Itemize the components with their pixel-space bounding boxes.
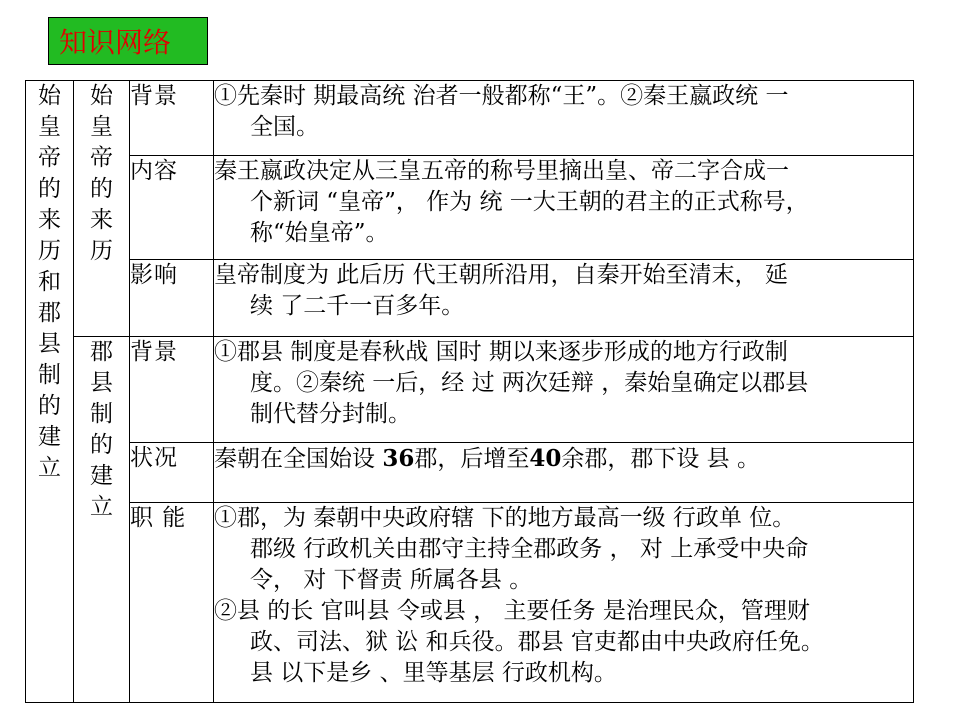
- outer-category-char: 帝: [38, 145, 61, 171]
- table-row: [26, 156, 914, 260]
- row-content: 秦王嬴政决定从三皇五帝的称号里摘出皇、帝二字合成一 个新词 “皇帝”， 作为 统 一大王朝的君主的正式称号， 称“始皇帝”。: [214, 156, 914, 260]
- group-category-char: 建: [90, 463, 113, 489]
- group-category-char: 的: [90, 432, 113, 458]
- table-row: [26, 337, 914, 443]
- group-category-prefecture: [74, 337, 130, 703]
- group-category-char: 皇: [90, 114, 113, 140]
- group-category-char: 县: [90, 370, 113, 396]
- row-content: 皇帝制度为 此后历 代王朝所沿用，自秦开始至清末， 延 续 了二千一百多年。: [214, 260, 914, 337]
- outer-category-char: 郡: [38, 300, 61, 326]
- group-category-char: 立: [90, 494, 113, 520]
- outer-category-char: 历: [38, 238, 61, 264]
- table-row: [26, 503, 914, 703]
- outer-category-char: 的: [38, 176, 61, 202]
- group-category-char: 帝: [90, 145, 113, 171]
- outer-category-char: 皇: [38, 114, 61, 140]
- group-category-char: 郡: [90, 339, 113, 365]
- row-label: 背景: [130, 337, 214, 443]
- row-content: ①郡，为 秦朝中央政府辖 下的地方最高一级 行政单 位。 郡级 行政机关由郡守主持全郡政务 ， 对 上承受中央命 令， 对 下督责 所属各县 。 ②县 的长 官叫县 令或县 ， 主要任务 是治理民众，管理财 政、司法、狱 讼 和兵役。郡县 官吏都由中央政府任免。 县 以下是乡 、里等基层 行政机构。: [214, 503, 914, 703]
- table-row: [26, 260, 914, 337]
- knowledge-table: [25, 80, 914, 703]
- row-label: 背景: [130, 81, 214, 156]
- row-content: ①先秦时 期最高统 治者一般都称“王”。②秦王嬴政统 一 全国。: [214, 81, 914, 156]
- row-label: 状况: [130, 443, 214, 503]
- section-title: 知识网络: [48, 17, 208, 65]
- row-label: 职 能: [130, 503, 214, 703]
- row-label: 影响: [130, 260, 214, 337]
- group-category-char: 制: [90, 401, 113, 427]
- outer-category-char: 的: [38, 393, 61, 419]
- outer-category-char: 始: [38, 83, 61, 109]
- outer-category-char: 和: [38, 269, 61, 295]
- group-category-emperor: [74, 81, 130, 337]
- group-category-char: 历: [90, 238, 113, 264]
- outer-category-char: 制: [38, 362, 61, 388]
- outer-category-char: 县: [38, 331, 61, 357]
- group-category-char: 始: [90, 83, 113, 109]
- outer-category: [26, 81, 74, 703]
- row-content: ①郡县 制度是春秋战 国时 期以来逐步形成的地方行政制 度。②秦统 一后，经 过 两次廷辩 ，秦始皇确定以郡县 制代替分封制。: [214, 337, 914, 443]
- outer-category-char: 来: [38, 207, 61, 233]
- outer-category-char: 立: [38, 455, 61, 481]
- group-category-char: 的: [90, 176, 113, 202]
- table-row: [26, 81, 914, 156]
- row-label: 内容: [130, 156, 214, 260]
- table-row: [26, 443, 914, 503]
- group-category-char: 来: [90, 207, 113, 233]
- outer-category-char: 建: [38, 424, 61, 450]
- row-content: 秦朝在全国始设 36郡，后增至40余郡，郡下设 县 。: [214, 443, 914, 503]
